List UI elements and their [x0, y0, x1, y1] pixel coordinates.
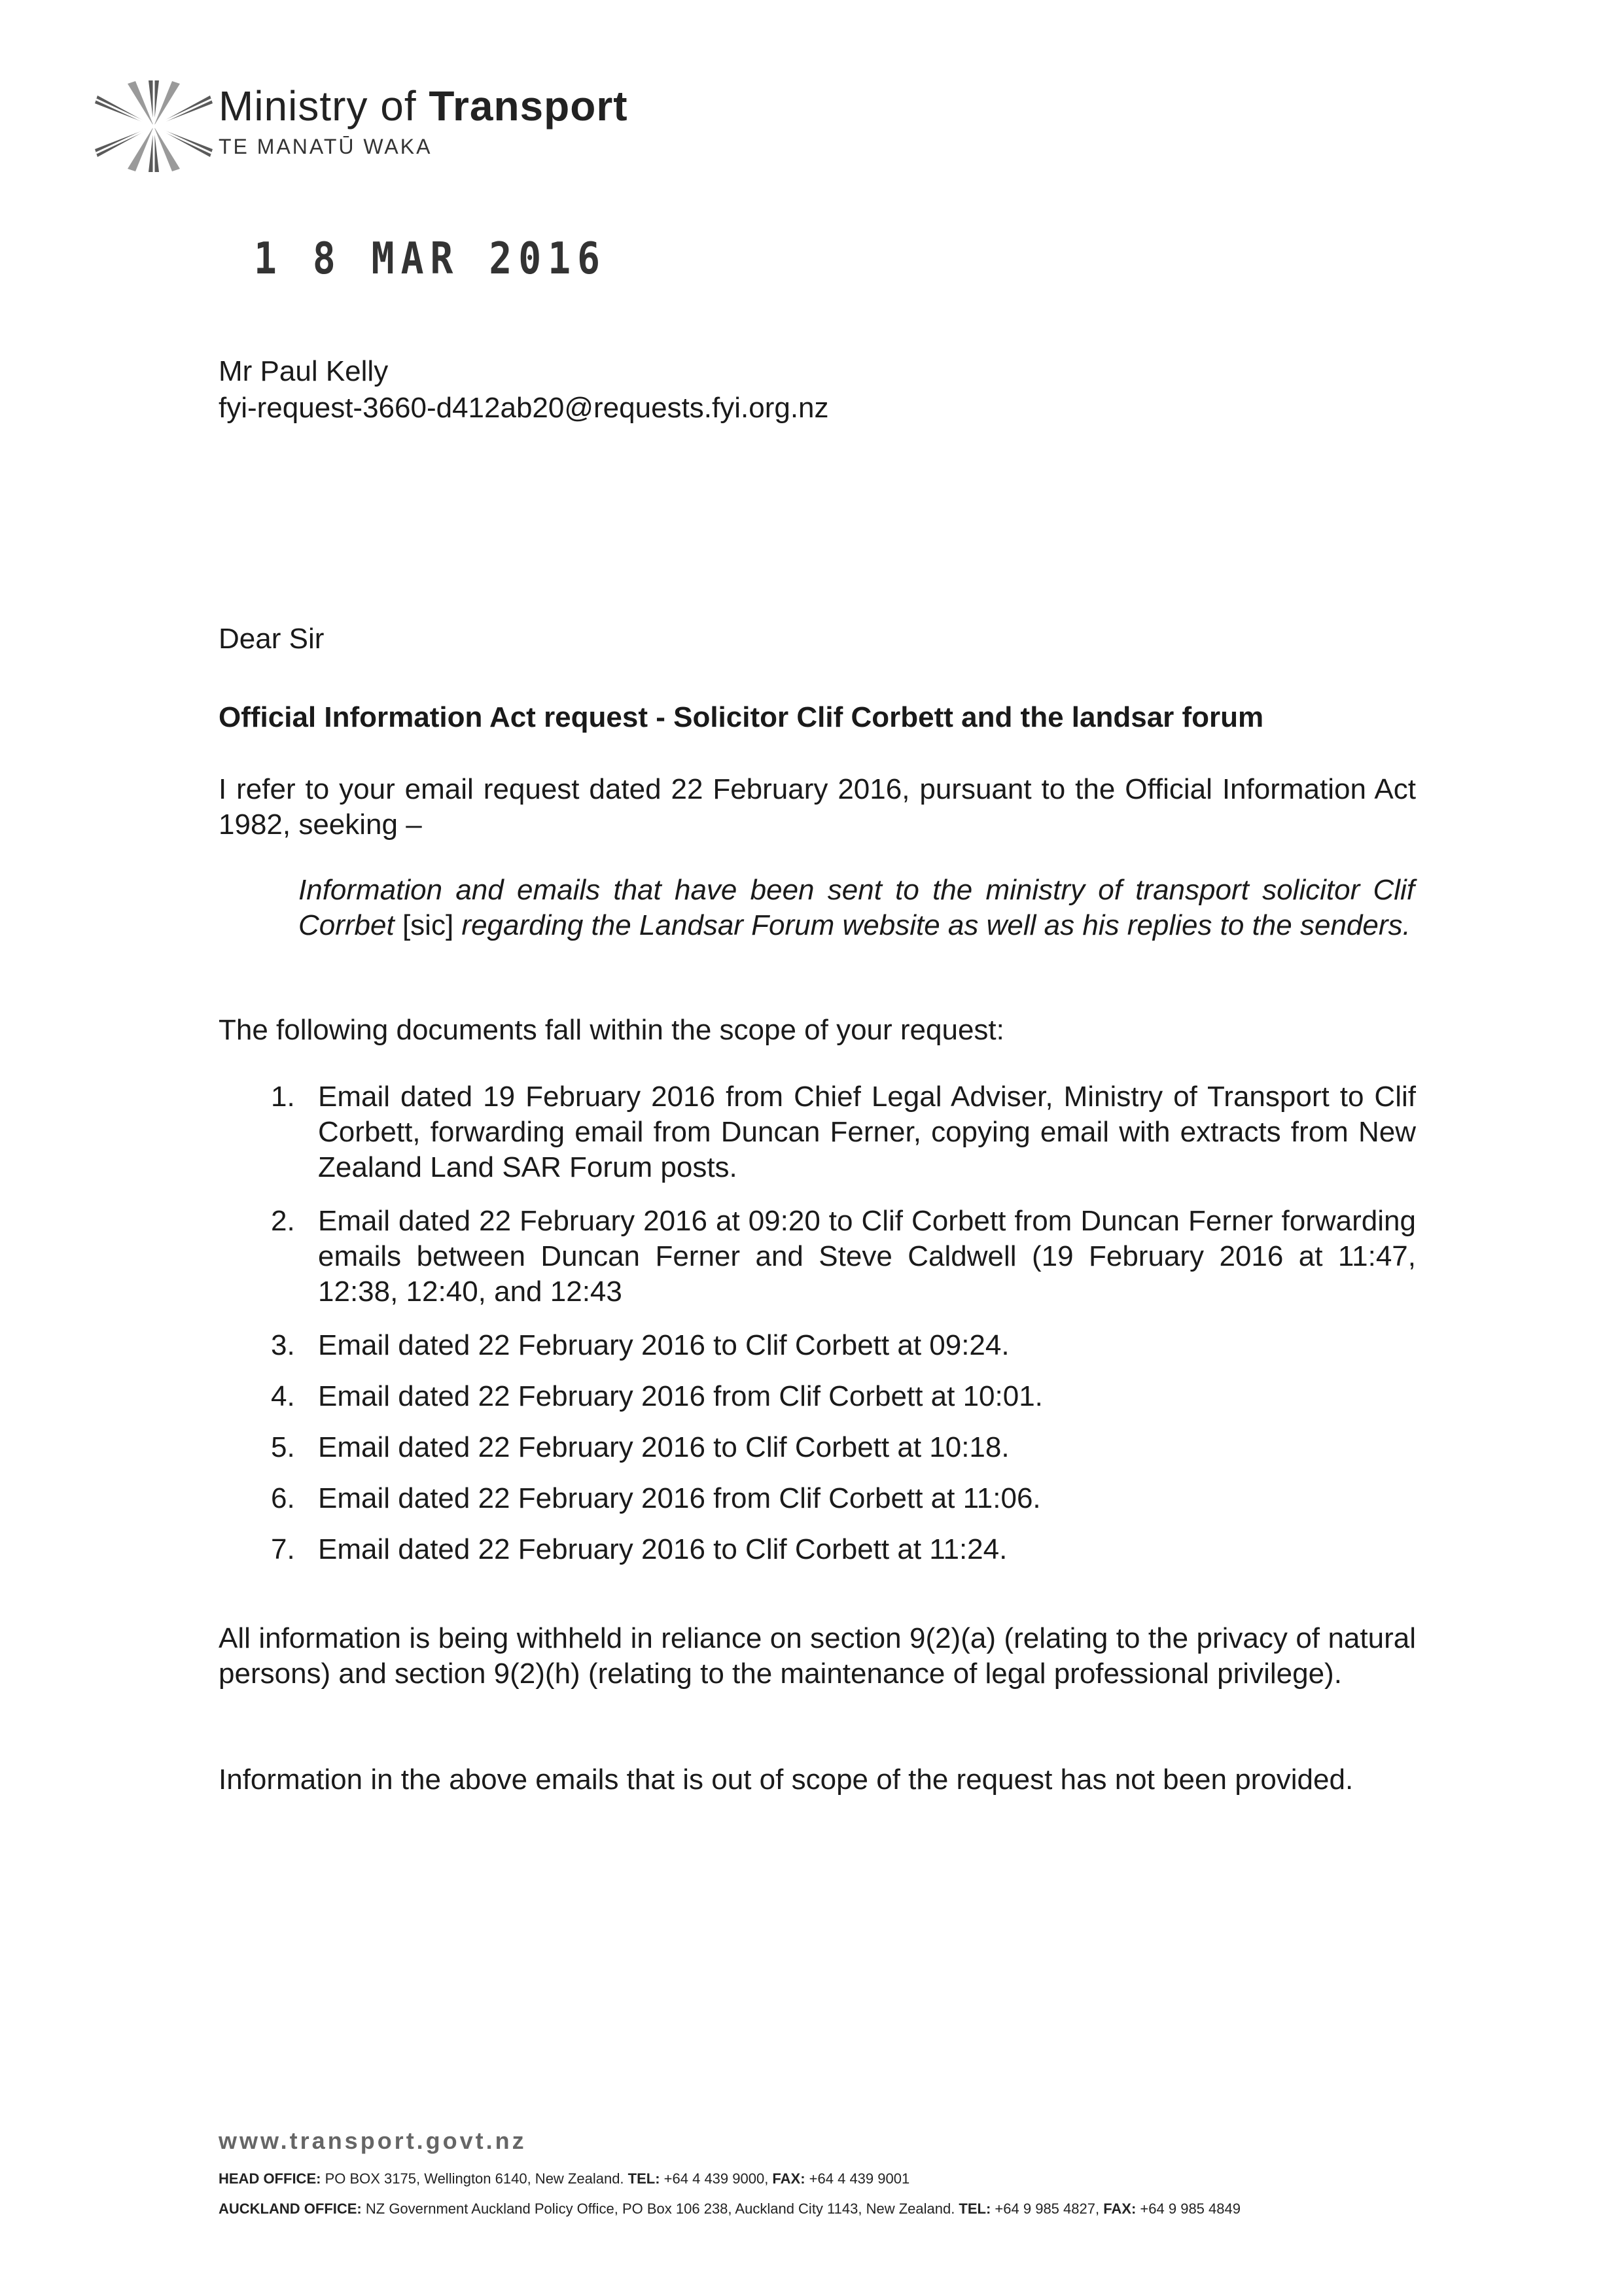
list-item-number: 4.	[271, 1380, 295, 1412]
list-item-text: Email dated 19 February 2016 from Chief Legal Adviser, Ministry of Transport to Clif Corbett, forwarding email from Duncan Ferner, copying email with extracts from New Zealand Land SAR Forum posts.	[318, 1081, 1416, 1183]
withheld-paragraph: All information is being withheld in reliance on section 9(2)(a) (relating to the privacy of natural persons) and section 9(2)(h) (relating to the maintenance of legal professional privilege).	[219, 1622, 1416, 1690]
request-quote	[298, 873, 1415, 943]
list-item-text: Email dated 22 February 2016 to Clif Corbett at 11:24.	[318, 1533, 1008, 1565]
recipient-name: Mr Paul Kelly	[219, 355, 389, 387]
quote-sic: [sic]	[402, 909, 454, 941]
list-item-number: 5.	[271, 1431, 295, 1463]
footer-head-office	[219, 2170, 909, 2187]
intro-paragraph: I refer to your email request dated 22 February 2016, pursuant to the Official Information Act 1982, seeking –	[219, 773, 1416, 841]
recipient-address	[219, 353, 829, 426]
auckland-office-fax: +64 9 985 4849	[1136, 2200, 1241, 2217]
head-office-tel-label: TEL:	[627, 2170, 660, 2187]
list-item-number: 2.	[271, 1205, 295, 1237]
quote-part-2: regarding the Landsar Forum website as well as his replies to the senders.	[453, 909, 1411, 941]
list-item-text: Email dated 22 February 2016 to Clif Corbett at 09:24.	[318, 1329, 1010, 1361]
letter-subject: Official Information Act request - Solicitor Clif Corbett and the landsar forum	[219, 701, 1264, 733]
quote-part-1: Information and emails that have been sent to the ministry of transport solicitor Clif Corrbet	[298, 874, 1415, 941]
footer-website: www.transport.govt.nz	[219, 2127, 527, 2154]
organization-name	[219, 80, 628, 132]
ministry-of-transport-star-logo-icon	[88, 77, 219, 175]
head-office-tel: +64 4 439 9000,	[660, 2170, 773, 2187]
organization-subtitle: TE MANATŪ WAKA	[219, 135, 432, 158]
auckland-office-fax-label: FAX:	[1103, 2200, 1137, 2217]
scope-intro: The following documents fall within the scope of your request:	[219, 1014, 1004, 1046]
list-item-number: 1.	[271, 1081, 295, 1113]
date-stamp: 1 8 MAR 2016	[254, 233, 607, 285]
list-item-text: Email dated 22 February 2016 from Clif Corbett at 10:01.	[318, 1380, 1043, 1412]
head-office-address: PO BOX 3175, Wellington 6140, New Zealand.	[321, 2170, 628, 2187]
organization-name-bold: Transport	[429, 82, 628, 130]
organization-name-light: Ministry of	[219, 82, 429, 130]
auckland-office-tel-label: TEL:	[959, 2200, 991, 2217]
head-office-label: HEAD OFFICE:	[219, 2170, 321, 2187]
head-office-fax: +64 4 439 9001	[805, 2170, 910, 2187]
list-item-number: 7.	[271, 1533, 295, 1565]
recipient-email: fyi-request-3660-d412ab20@requests.fyi.org.nz	[219, 392, 829, 424]
footer-auckland-office	[219, 2200, 1241, 2218]
list-item-text: Email dated 22 February 2016 from Clif Corbett at 11:06.	[318, 1482, 1041, 1514]
list-item-text: Email dated 22 February 2016 at 09:20 to Clif Corbett from Duncan Ferner forwarding emails between Duncan Ferner and Steve Caldwell (19 February 2016 at 11:47, 12:38, 12:40, and 12:43	[318, 1205, 1416, 1308]
list-item-text: Email dated 22 February 2016 to Clif Corbett at 10:18.	[318, 1431, 1010, 1463]
auckland-office-address: NZ Government Auckland Policy Office, PO Box 106 238, Auckland City 1143, New Zealand.	[361, 2200, 959, 2217]
out-of-scope-paragraph: Information in the above emails that is out of scope of the request has not been provided.	[219, 1764, 1354, 1796]
list-item-number: 3.	[271, 1329, 295, 1361]
salutation: Dear Sir	[219, 623, 325, 655]
auckland-office-label: AUCKLAND OFFICE:	[219, 2200, 362, 2217]
list-item-number: 6.	[271, 1482, 295, 1514]
auckland-office-tel: +64 9 985 4827,	[991, 2200, 1104, 2217]
head-office-fax-label: FAX:	[772, 2170, 805, 2187]
